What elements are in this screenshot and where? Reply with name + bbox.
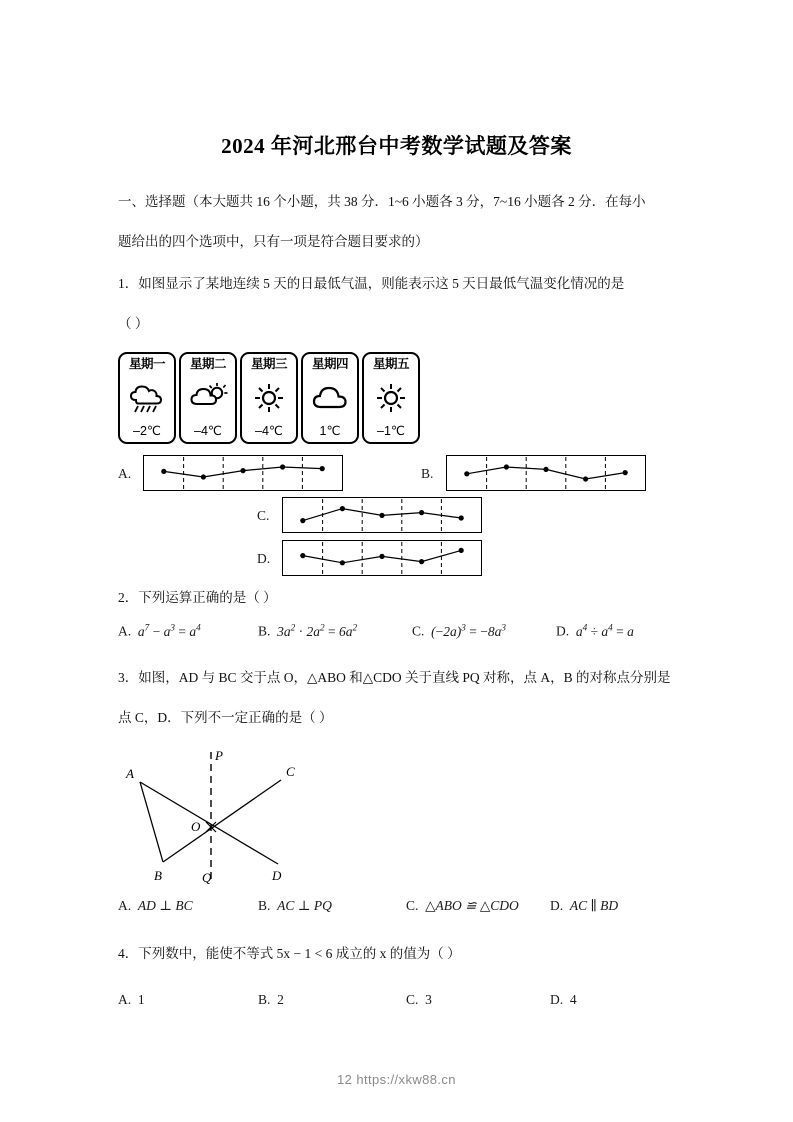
graph-option-c[interactable] xyxy=(282,497,482,533)
weather-temperature: –2℃ xyxy=(133,423,161,438)
weather-day-label: 星期五 xyxy=(372,357,409,371)
question-3-option-b[interactable]: B. AC ⊥ PQ xyxy=(258,898,332,913)
figure-label-c: C xyxy=(286,764,295,779)
weather-temperature: 1℃ xyxy=(319,423,341,438)
figure-label-q: Q xyxy=(202,870,212,885)
question-3-option-a[interactable]: A. AD ⊥ BC xyxy=(118,898,193,913)
figure-label-b: B xyxy=(154,868,162,883)
question-2-option-a[interactable]: A. $a^7 - a^3 = a^4$ xyxy=(118,622,201,639)
question-2-option-c[interactable]: C. $(-2a)^3 = -8a^3$ xyxy=(412,622,506,639)
page-footer-watermark: 12 https://xkw88.cn xyxy=(337,1072,456,1087)
weather-temperature: –4℃ xyxy=(255,423,283,438)
weather-card xyxy=(362,352,420,444)
weather-temperature: –4℃ xyxy=(194,423,222,438)
graph-option-a-label: A. xyxy=(118,466,132,481)
question-4-option-c[interactable]: C. 3 xyxy=(406,992,432,1007)
question-1-stem-line-1: 1．如图显示了某地连续 5 天的日最低气温，则能表示这 5 天日最低气温变化情况的是 xyxy=(118,276,625,291)
section-heading-line-1: 一、选择题（本大题共 16 个小题，共 38 分．1~6 小题各 3 分，7~16 小题各 2 分．在每小 xyxy=(118,194,646,209)
figure-label-d: D xyxy=(272,868,282,883)
weather-day-label: 星期三 xyxy=(250,357,287,371)
weather-day-label: 星期四 xyxy=(311,357,348,371)
question-2-option-d[interactable]: D. $a^4 \div a^4 = a$ xyxy=(556,622,634,639)
graph-option-c-label: C. xyxy=(257,508,270,523)
question-4-option-b[interactable]: B. 2 xyxy=(258,992,284,1007)
weather-card-strip xyxy=(118,352,420,444)
rain-cloud-icon xyxy=(125,381,169,415)
figure-label-p: P xyxy=(215,748,223,763)
graph-option-b[interactable] xyxy=(446,455,646,491)
question-4-option-a[interactable]: A. 1 xyxy=(118,992,145,1007)
figure-label-a: A xyxy=(126,766,134,781)
question-3-figure xyxy=(118,742,318,897)
weather-card xyxy=(301,352,359,444)
graph-option-d-label: D. xyxy=(257,551,271,566)
weather-card xyxy=(240,352,298,444)
question-2-option-b[interactable]: B. $3a^2 \cdot 2a^2 = 6a^2$ xyxy=(258,622,358,639)
weather-temperature: –1℃ xyxy=(377,423,405,438)
question-1-stem-line-2: （ ） xyxy=(118,316,149,331)
question-3-stem-line-1: 3．如图，AD 与 BC 交于点 O，△ABO 和△CDO 关于直线 PQ 对称，点 A，B 的对称点分别是 xyxy=(118,670,671,685)
sun-icon xyxy=(247,381,291,415)
graph-option-d[interactable] xyxy=(282,540,482,576)
weather-day-label: 星期二 xyxy=(189,357,226,371)
question-4-stem: 4．下列数中，能使不等式 5x − 1 < 6 成立的 x 的值为（ ） xyxy=(118,946,461,961)
figure-label-o: O xyxy=(191,819,201,834)
question-3-stem-line-2: 点 C，D．下列不一定正确的是（ ） xyxy=(118,710,333,725)
weather-day-label: 星期一 xyxy=(128,357,165,371)
question-2-stem: 2．下列运算正确的是（ ） xyxy=(118,590,277,605)
question-3-option-d[interactable]: D. AC ∥ BD xyxy=(550,898,619,913)
weather-card xyxy=(179,352,237,444)
weather-card xyxy=(118,352,176,444)
sun-icon xyxy=(369,381,413,415)
cloud-icon xyxy=(308,381,352,415)
sun-cloud-icon xyxy=(186,381,230,415)
question-3-option-c[interactable]: C. △ABO ≌ △CDO xyxy=(406,898,519,913)
page-title: 2024 年河北邢台中考数学试题及答案 xyxy=(221,134,572,158)
graph-option-b-label: B. xyxy=(421,466,434,481)
question-4-option-d[interactable]: D. 4 xyxy=(550,992,577,1007)
graph-option-a[interactable] xyxy=(143,455,343,491)
section-heading-line-2: 题给出的四个选项中，只有一项是符合题目要求的） xyxy=(118,234,429,249)
